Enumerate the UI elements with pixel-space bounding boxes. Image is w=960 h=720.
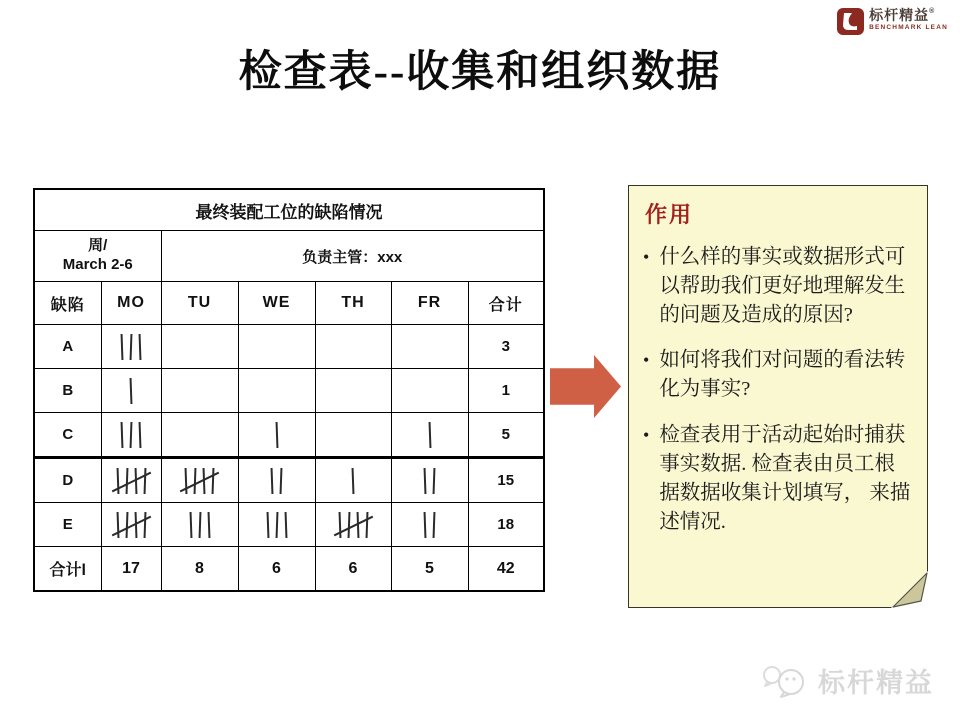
- defect-label-cell: E: [34, 503, 101, 547]
- note-heading: 作用: [645, 202, 694, 227]
- row-total-cell: 15: [468, 458, 544, 503]
- tally-cell: [101, 458, 161, 503]
- tally-cell: [161, 458, 238, 503]
- table-row: [34, 458, 544, 503]
- grand-total-cell: 42: [468, 547, 544, 592]
- row-total-cell: 1: [468, 369, 544, 413]
- column-header-3: WE: [238, 282, 315, 325]
- tally-group: [129, 378, 133, 404]
- tally-marks: [239, 512, 315, 538]
- tally-marks: [102, 378, 161, 404]
- week-value: March 2-6: [62, 256, 133, 273]
- column-header-1: MO: [101, 282, 161, 325]
- bullet-marker: •: [643, 424, 650, 445]
- tally-cell: [101, 369, 161, 413]
- tally-marks: [239, 422, 315, 448]
- tally-cell: [391, 413, 468, 458]
- tally-cell: [391, 325, 468, 369]
- watermark: [760, 660, 934, 700]
- note-bullet: [643, 243, 915, 330]
- tally-marks: [102, 512, 161, 538]
- tally-marks: [162, 512, 238, 538]
- week-label: 周/: [88, 237, 108, 255]
- brand-logo-text: [869, 8, 948, 32]
- bullet-text: 检查表用于活动起始时捕获事实数据. 检查表由员工根据数据收集计划填写， 来描述情况.: [659, 423, 911, 533]
- brand-logo: [837, 8, 948, 35]
- tally-marks: [102, 334, 161, 360]
- tally-group: [266, 512, 288, 538]
- tally-marks: [392, 422, 468, 448]
- tally-group-of-five: [116, 468, 147, 494]
- row-total-cell: 3: [468, 325, 544, 369]
- tally-group: [189, 512, 211, 538]
- defect-label-cell: D: [34, 458, 101, 503]
- tally-group: [275, 422, 279, 448]
- tally-cell: [315, 325, 391, 369]
- tally-marks: [392, 468, 468, 494]
- tally-marks: [102, 468, 161, 494]
- tally-cell: [101, 325, 161, 369]
- bullet-text: 如何将我们对问题的看法转化为事实?: [659, 349, 906, 401]
- tally-group: [120, 334, 142, 360]
- day-total-cell: 6: [238, 547, 315, 592]
- folded-corner: [888, 568, 928, 608]
- note-bullet: [643, 346, 915, 404]
- week-cell: [34, 231, 161, 282]
- note-bullet-list: [643, 243, 915, 537]
- sheet-title-cell: 最终装配工位的缺陷情况: [34, 189, 544, 231]
- day-total-cell: 8: [161, 547, 238, 592]
- tally-cell: [391, 369, 468, 413]
- note-box: [628, 185, 928, 608]
- tally-cell: [391, 458, 468, 503]
- tally-marks: [392, 512, 468, 538]
- column-header-5: FR: [391, 282, 468, 325]
- tally-cell: [161, 503, 238, 547]
- table-row: [34, 503, 544, 547]
- totals-row: [34, 547, 544, 592]
- registered-mark: ®: [929, 8, 936, 15]
- slide-title: 检查表--收集和组织数据: [238, 49, 722, 96]
- column-header-4: TH: [315, 282, 391, 325]
- bullet-marker: •: [643, 247, 650, 267]
- tally-marks: [316, 468, 391, 494]
- tally-cell: [238, 325, 315, 369]
- tally-marks: [102, 422, 161, 448]
- tally-cell: [315, 503, 391, 547]
- defect-label-cell: B: [34, 369, 101, 413]
- tally-cell: [315, 369, 391, 413]
- table-row: [34, 413, 544, 458]
- watermark-text: 标杆精益: [818, 667, 934, 698]
- chat-bubbles-icon: [760, 660, 812, 700]
- defect-label-cell: C: [34, 413, 101, 458]
- tally-cell: [238, 413, 315, 458]
- table-row: [34, 369, 544, 413]
- tally-cell: [391, 503, 468, 547]
- tally-cell: [238, 369, 315, 413]
- row-total-cell: 18: [468, 503, 544, 547]
- tally-cell: [238, 503, 315, 547]
- bullet-text: 什么样的事实或数据形式可以帮助我们更好地理解发生的问题及造成的原因?: [659, 246, 906, 327]
- day-total-cell: 5: [391, 547, 468, 592]
- brand-logo-icon: [837, 8, 864, 35]
- tally-group: [423, 512, 436, 538]
- brand-name-en: BENCHMARK LEAN: [869, 24, 948, 31]
- tally-cell: [101, 413, 161, 458]
- table-row: [34, 325, 544, 369]
- day-total-cell: 6: [315, 547, 391, 592]
- tally-group: [428, 422, 432, 448]
- supervisor-cell: 负责主管：xxx: [161, 231, 544, 282]
- brand-name-cn: [869, 8, 948, 22]
- brand-name-cn-text: 标杆精益: [869, 7, 930, 23]
- column-header-6: 合计: [468, 282, 544, 325]
- row-total-cell: 5: [468, 413, 544, 458]
- tally-group-of-five: [116, 512, 147, 538]
- day-total-cell: 17: [101, 547, 161, 592]
- tally-cell: [161, 369, 238, 413]
- tally-group-of-five: [338, 512, 369, 538]
- tally-cell: [161, 413, 238, 458]
- tally-marks: [239, 468, 315, 494]
- tally-marks: [316, 512, 391, 538]
- bullet-marker: •: [643, 350, 650, 371]
- totals-label-cell: 合计l: [34, 547, 101, 592]
- tally-group: [423, 468, 436, 494]
- tally-cell: [161, 325, 238, 369]
- note-bullet: [643, 421, 915, 537]
- tally-cell: [101, 503, 161, 547]
- right-arrow: [550, 355, 621, 418]
- tally-marks: [162, 468, 238, 494]
- tally-group-of-five: [184, 468, 215, 494]
- tally-cell: [238, 458, 315, 503]
- tally-group: [270, 468, 283, 494]
- column-header-0: 缺陷: [34, 282, 101, 325]
- tally-cell: [315, 458, 391, 503]
- defect-label-cell: A: [34, 325, 101, 369]
- tally-cell: [315, 413, 391, 458]
- tally-group: [120, 422, 142, 448]
- tally-group: [351, 468, 355, 494]
- column-header-2: TU: [161, 282, 238, 325]
- check-sheet-table: [33, 188, 545, 592]
